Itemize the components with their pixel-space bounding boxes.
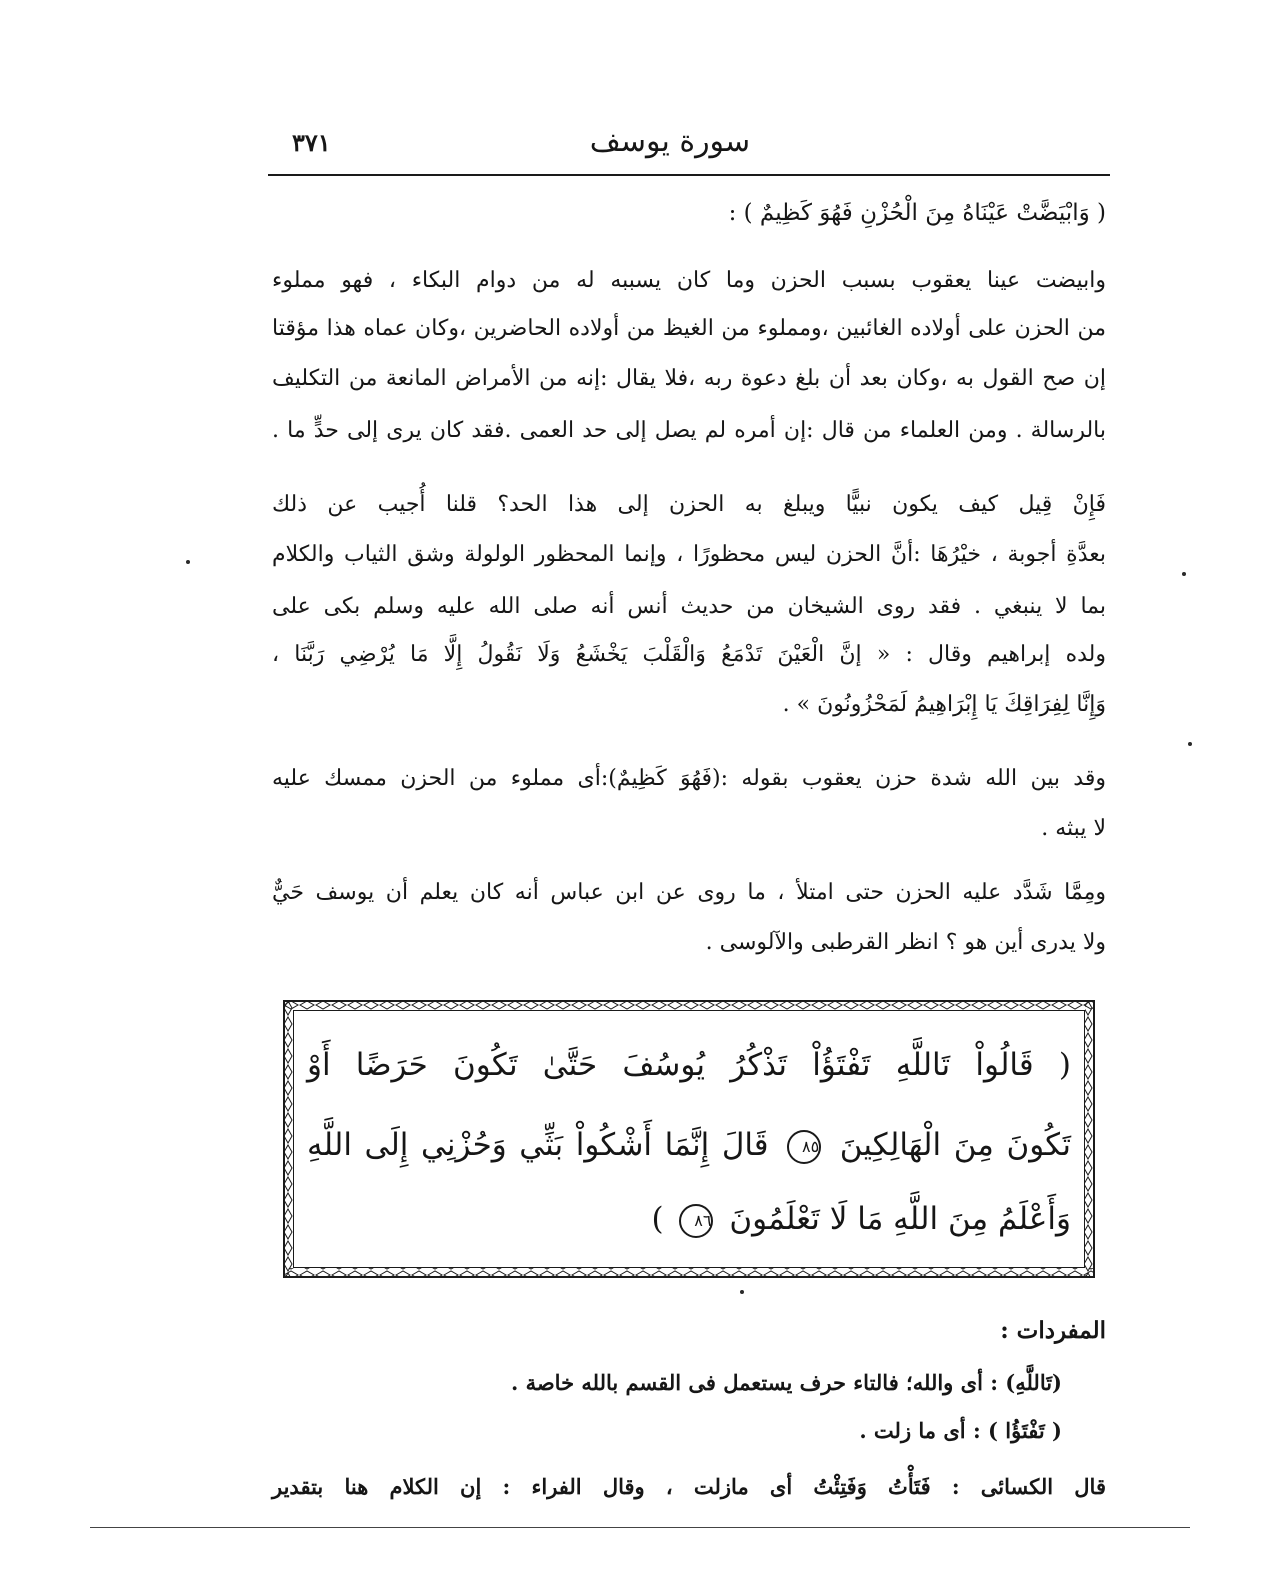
- text-line: وَإِنَّا لِفِرَاقِكَ يَا إِبْرَاهِيمُ لَمَحْزُونُونَ » .: [782, 692, 1106, 717]
- verse-line: ( قَالُواْ تَاللَّهِ تَفْتَؤُاْ تَذْكُرُ يُوسُفَ حَتَّىٰ تَكُونَ حَرَضًا أَوْ: [307, 1047, 1071, 1083]
- ayah-number-marker: ٨٦: [679, 1204, 713, 1238]
- verse-fragment: قَالَ إِنَّمَا أَشْكُواْ بَثِّي وَحُزْنِي إِلَى اللَّهِ: [307, 1127, 769, 1163]
- text-line: بالرسالة . ومن العلماء من قال :إن أمره لم يصل إلى حد العمى .فقد كان يرى إلى حدٍّ ما .: [272, 418, 1106, 443]
- scan-speck: [740, 1290, 744, 1294]
- vocab-item: ( تَفْتَؤُا ) : أى ما زلت .: [859, 1418, 1062, 1443]
- page-number: ٣٧١: [292, 128, 331, 157]
- footer-rule: [90, 1527, 1190, 1528]
- text-line: من الحزن على أولاده الغائبين ،ومملوء من الغيظ من أولاده الحاضرين ،وكان عماه هذا مؤقتا: [272, 316, 1107, 341]
- verse-line: [307, 1194, 1071, 1244]
- text-line: وابيضت عينا يعقوب بسبب الحزن وما كان يسببه له من دوام البكاء ، فهو مملوء: [272, 268, 1106, 293]
- text-line: بعدَّةِ أجوبة ، خيْرُهَا :أنَّ الحزن ليس محظورًا ، وإنما المحظور الولولة وشق الثياب والكلام: [272, 542, 1106, 567]
- ayah-number-marker: ٨٥: [787, 1130, 821, 1164]
- text-line: ومِمَّا شَدَّد عليه الحزن حتى امتلأ ، ما روى عن ابن عباس أنه كان يعلم أن يوسف حَيٌّ: [272, 880, 1106, 905]
- text-line: وقد بين الله شدة حزن يعقوب بقوله :(فَهُوَ كَظِيمٌ):أى مملوء من الحزن ممسك عليه: [272, 766, 1106, 791]
- scan-speck: [1188, 742, 1192, 746]
- verse-frame: [283, 1000, 1095, 1278]
- vocab-heading: المفردات :: [1000, 1317, 1106, 1344]
- text-line: إن صح القول به ،وكان بعد أن بلغ دعوة ربه ،فلا يقال :إنه من الأمراض المانعة من التكليف: [272, 366, 1106, 391]
- surah-title: سورة يوسف: [589, 124, 751, 159]
- scan-speck: [1182, 572, 1186, 576]
- text-line: ولده إبراهيم وقال : « إنَّ الْعَيْنَ تَدْمَعُ وَالْقَلْبَ يَخْشَعُ وَلَا نَقُولُ إِلَّا مَا يُرْضِي رَبَّنَا ،: [272, 642, 1106, 667]
- text-line: لا يبثه .: [1041, 816, 1106, 841]
- verse-fragment: ): [651, 1201, 664, 1237]
- verse-fragment: وَأَعْلَمُ مِنَ اللَّهِ مَا لَا تَعْلَمُونَ: [729, 1201, 1071, 1237]
- vocab-item: قال الكسائى : فَتَأْتُ وَفَتِئْتُ أى مازلت ، وقال الفراء : إن الكلام هنا بتقدير: [272, 1474, 1106, 1499]
- verse-heading: ( وَابْيَضَّتْ عَيْنَاهُ مِنَ الْحُزْنِ فَهُوَ كَظِيمٌ ) :: [728, 200, 1106, 226]
- scan-speck: [186, 560, 190, 564]
- header-rule: [268, 174, 1110, 176]
- vocab-item: (تَاللَّهِ) : أى والله؛ فالتاء حرف يستعمل فى القسم بالله خاصة .: [510, 1370, 1062, 1395]
- text-line: بما لا ينبغي . فقد روى الشيخان من حديث أنس أنه صلى الله عليه وسلم بكى على: [272, 594, 1106, 619]
- text-line: فَإِنْ قِيل كيف يكون نبيًّا ويبلغ به الحزن إلى هذا الحد؟ قلنا أُجيب عن ذلك: [272, 492, 1106, 517]
- verse-fragment: تَكُونَ مِنَ الْهَالِكِينَ: [839, 1127, 1072, 1163]
- text-line: ولا يدرى أين هو ؟ انظر القرطبى والآلوسى .: [705, 930, 1106, 955]
- verse-line: [307, 1120, 1071, 1170]
